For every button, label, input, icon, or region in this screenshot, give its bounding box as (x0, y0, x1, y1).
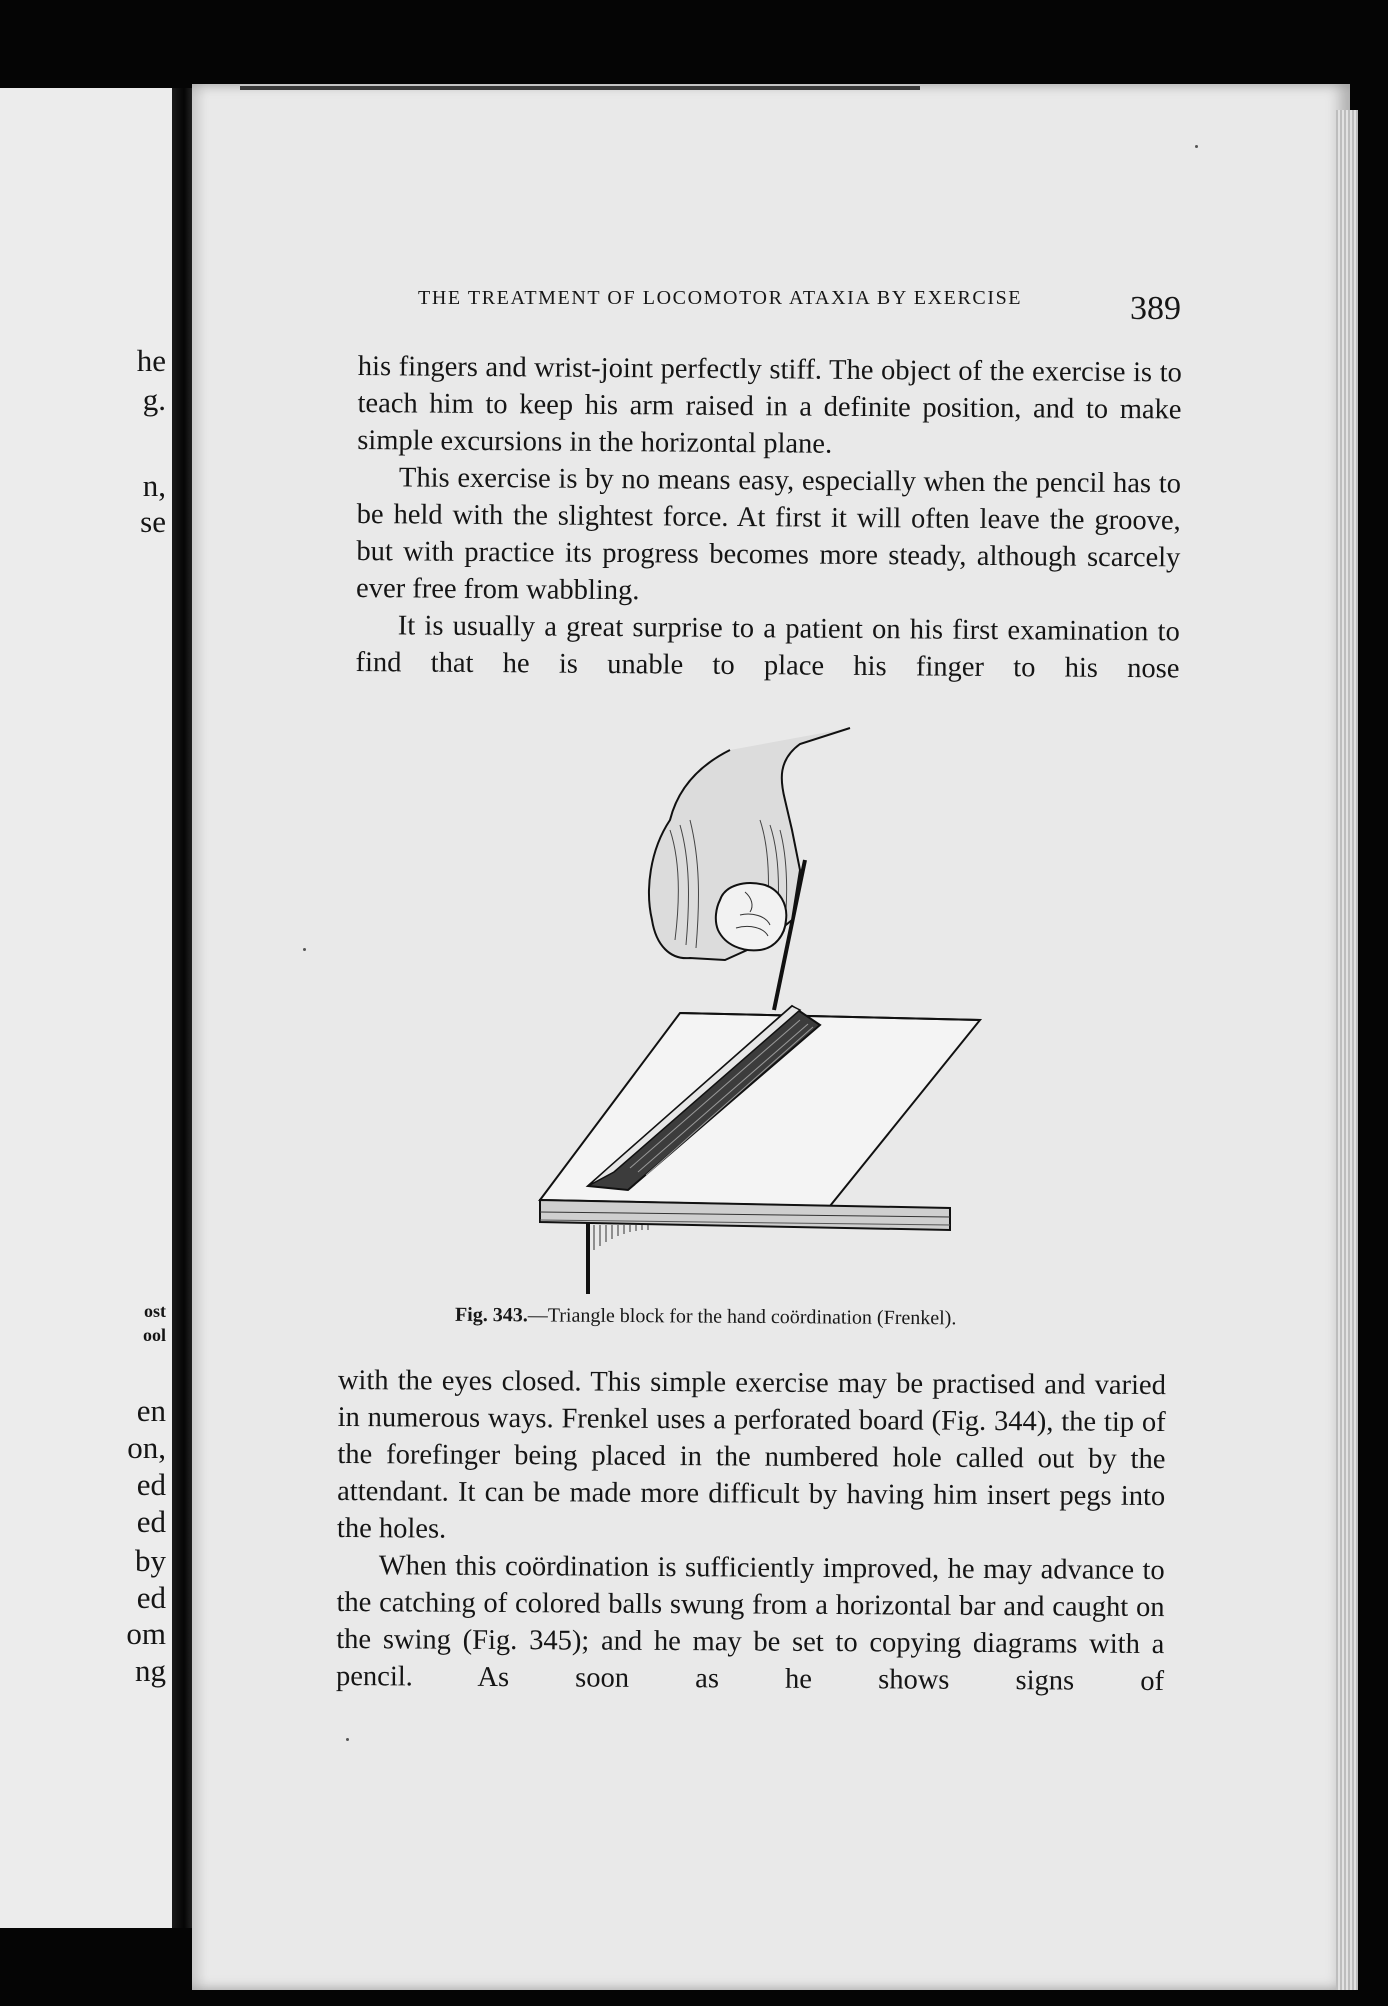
left-page-fragment: he (136, 343, 166, 378)
left-page-fragment: ost (144, 1301, 166, 1321)
hand (716, 883, 786, 950)
paragraph: When this coördination is sufficiently improved, he may advance to the catching of colored balls swung from a horizontal bar and caught on the swing (Fig. 345); and he may be set to copying diagrams with a pencil. As soon as he shows signs of (335, 1550, 1165, 1698)
figure-label: Fig. 343. (454, 1303, 528, 1327)
body-text-top (355, 348, 1182, 687)
left-page-fragment: ed (136, 1504, 166, 1539)
left-page-fragment: n, (142, 468, 166, 503)
paper-speck (1195, 145, 1198, 148)
page-edge (1336, 110, 1358, 1990)
body-text-bottom (336, 1362, 1166, 1700)
paper-speck (346, 1738, 349, 1741)
left-page-fragment: on, (127, 1430, 166, 1465)
left-page-fragment: ed (136, 1580, 166, 1615)
paragraph: This exercise is by no means easy, especially when the pencil has to be held with the slightest force. At first it will often leave the groove, but with practice its progress becomes more steady, although scarcely ever free from wabbling. (355, 462, 1182, 607)
left-page-fragment: ed (136, 1467, 166, 1502)
left-page-fragment: ool (142, 1325, 166, 1345)
left-facing-page (0, 88, 172, 1928)
paper-speck (303, 948, 306, 951)
paragraph: It is usually a great surprise to a patient on his first examination to find that he is unable to place his finger to his nose (355, 610, 1180, 685)
figure-caption (455, 1304, 1075, 1331)
page-number: 389 (1130, 290, 1181, 327)
left-page-fragment: ng (135, 1653, 166, 1688)
left-page-fragment: by (135, 1543, 166, 1578)
paragraph: his fingers and wrist-joint perfectly stiff. The object of the exercise is to teach him to keep his arm raised in a definite position, and to make simple excursions in the horizontal plane. (357, 350, 1182, 460)
figure-caption-text: —Triangle block for the hand coördination (Frenkel). (527, 1304, 957, 1330)
book-gutter (172, 88, 192, 1928)
left-page-fragment: en (136, 1393, 166, 1428)
figure-illustration (530, 720, 1000, 1320)
left-page-fragment: g. (142, 382, 166, 417)
left-page-fragment: se (140, 504, 166, 539)
paragraph: with the eyes closed. This simple exercise may be practised and varied in numerous ways. Frenkel uses a perforated board (Fig. 344), the tip of the forefinger being placed in the numbered hole called out by the attendant. It can be made more difficult by having him insert pegs into the holes. (336, 1365, 1166, 1545)
left-page-fragment: om (126, 1616, 166, 1651)
running-head: THE TREATMENT OF LOCOMOTOR ATAXIA BY EXERCISE (418, 287, 1023, 309)
top-edge-shadow (240, 86, 920, 90)
table-leg (586, 1222, 590, 1294)
